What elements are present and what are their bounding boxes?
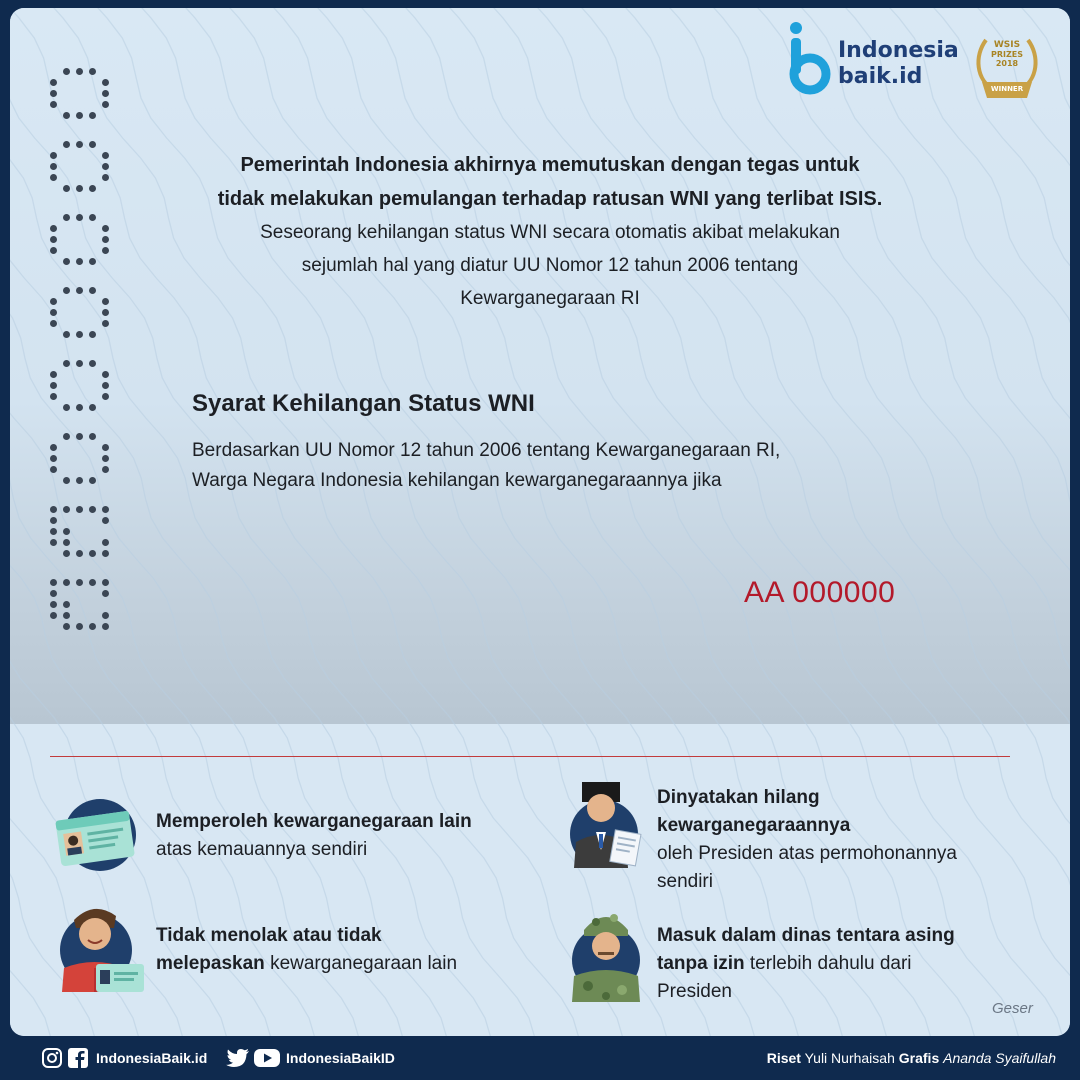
perforation-dot <box>102 455 109 462</box>
logo-line-1: Indonesia <box>838 38 959 63</box>
perforation-dot <box>50 152 57 159</box>
perforation-dot <box>102 247 109 254</box>
dotted-perforation-column <box>50 68 114 638</box>
item-1-bold: Memperoleh kewarganegaraan lain <box>156 811 472 832</box>
item-2-rest-1: oleh Presiden atas permohonannya <box>657 843 957 864</box>
perforation-dot <box>76 506 83 513</box>
perforation-dot <box>63 214 70 221</box>
soldier-icon <box>566 904 646 1004</box>
perforation-dot <box>76 433 83 440</box>
perforation-dot <box>102 101 109 108</box>
perforation-dot <box>76 68 83 75</box>
perforation-dot <box>89 185 96 192</box>
perforation-dot <box>50 528 57 535</box>
section-body-line-2: Warga Negara Indonesia kehilangan kewarganegaraannya jika <box>192 470 722 491</box>
perforation-dot <box>102 90 109 97</box>
perforation-dot <box>50 612 57 619</box>
perforation-dot <box>50 101 57 108</box>
riset-label: Riset <box>766 1050 801 1066</box>
perforation-dot <box>102 466 109 473</box>
grafis-label: Grafis <box>898 1050 940 1066</box>
perforation-dot <box>50 601 57 608</box>
perforation-dot <box>89 68 96 75</box>
perforation-dot <box>102 79 109 86</box>
id-card-icon <box>52 798 142 878</box>
perforation-dot <box>102 579 109 586</box>
perforation-dot <box>63 112 70 119</box>
perforation-dot <box>63 579 70 586</box>
official-icon <box>566 780 646 872</box>
list-item <box>156 808 536 864</box>
perforation-dot <box>89 477 96 484</box>
item-2-bold-2: kewarganegaraannya <box>657 815 851 836</box>
perforation-dot <box>76 477 83 484</box>
perforation-dot <box>63 623 70 630</box>
item-3-rest-2: kewarganegaraan lain <box>264 953 458 974</box>
perforation-digit <box>50 141 110 197</box>
perforation-dot <box>76 185 83 192</box>
perforation-dot <box>76 623 83 630</box>
perforation-dot <box>76 112 83 119</box>
perforation-dot <box>50 590 57 597</box>
perforation-dot <box>89 141 96 148</box>
perforation-dot <box>76 258 83 265</box>
perforation-dot <box>76 214 83 221</box>
perforation-dot <box>50 393 57 400</box>
perforation-dot <box>63 331 70 338</box>
perforation-dot <box>50 79 57 86</box>
item-4-bold-2: tanpa izin <box>657 953 745 974</box>
perforation-digit <box>50 360 110 416</box>
intro-bold-line-1: Pemerintah Indonesia akhirnya memutuskan dengan tegas untuk <box>240 154 860 176</box>
perforation-dot <box>102 320 109 327</box>
perforation-digit <box>50 214 110 270</box>
perforation-digit <box>50 579 110 635</box>
perforation-dot <box>50 506 57 513</box>
item-2-bold-1: Dinyatakan hilang <box>657 787 820 808</box>
intro-paragraph <box>150 148 950 315</box>
perforation-dot <box>76 579 83 586</box>
person-id-icon <box>56 898 148 994</box>
perforation-dot <box>50 517 57 524</box>
perforation-dot <box>76 287 83 294</box>
item-4-rest-3: Presiden <box>657 981 732 1002</box>
perforation-dot <box>89 112 96 119</box>
perforation-dot <box>50 382 57 389</box>
perforation-dot <box>50 236 57 243</box>
intro-line-4: sejumlah hal yang diatur UU Nomor 12 tahun 2006 tentang <box>301 255 799 276</box>
perforation-dot <box>89 433 96 440</box>
perforation-dot <box>102 174 109 181</box>
perforation-dot <box>76 331 83 338</box>
award-text-1: WSIS <box>993 40 1021 50</box>
perforation-dot <box>63 258 70 265</box>
perforation-dot <box>50 371 57 378</box>
perforation-dot <box>63 433 70 440</box>
award-text-2: PRIZES <box>990 50 1024 59</box>
perforation-dot <box>102 309 109 316</box>
youtube-icon[interactable] <box>254 1048 280 1068</box>
perforation-dot <box>50 444 57 451</box>
perforation-dot <box>63 528 70 535</box>
perforation-dot <box>50 225 57 232</box>
perforation-dot <box>102 612 109 619</box>
perforation-dot <box>102 550 109 557</box>
instagram-icon[interactable] <box>42 1048 62 1068</box>
perforation-dot <box>89 550 96 557</box>
perforation-dot <box>50 163 57 170</box>
perforation-dot <box>102 444 109 451</box>
perforation-dot <box>102 393 109 400</box>
award-text-3: 2018 <box>995 59 1019 68</box>
perforation-dot <box>89 623 96 630</box>
perforation-digit <box>50 287 110 343</box>
perforation-dot <box>89 258 96 265</box>
item-4-bold-1: Masuk dalam dinas tentara asing <box>657 925 955 946</box>
award-text-4: WINNER <box>990 85 1024 93</box>
perforation-dot <box>63 612 70 619</box>
perforation-dot <box>63 506 70 513</box>
list-item <box>657 784 1037 896</box>
perforation-dot <box>76 550 83 557</box>
indonesiabaik-logo <box>786 18 976 96</box>
perforation-dot <box>89 214 96 221</box>
section-body <box>192 436 892 496</box>
perforation-dot <box>63 287 70 294</box>
indonesiabaik-logo-mark <box>786 18 836 96</box>
section-title: Syarat Kehilangan Status WNI <box>192 390 535 417</box>
section-divider <box>50 756 1010 757</box>
perforation-dot <box>50 320 57 327</box>
perforation-digit <box>50 433 110 489</box>
grafis-name: Ananda Syaifullah <box>943 1050 1056 1066</box>
list-item <box>156 922 536 978</box>
perforation-dot <box>63 477 70 484</box>
perforation-dot <box>50 174 57 181</box>
perforation-dot <box>63 539 70 546</box>
item-3-bold-2: melepaskan <box>156 953 265 974</box>
perforation-dot <box>102 539 109 546</box>
perforation-dot <box>102 517 109 524</box>
perforation-dot <box>102 152 109 159</box>
item-2-rest-2: sendiri <box>657 871 713 892</box>
perforation-dot <box>50 539 57 546</box>
wsis-award-badge <box>972 32 1042 106</box>
perforation-dot <box>50 247 57 254</box>
intro-line-3: Seseorang kehilangan status WNI secara otomatis akibat melakukan <box>260 222 840 243</box>
footer-credits <box>767 1050 1056 1066</box>
perforation-dot <box>102 236 109 243</box>
perforation-dot <box>50 90 57 97</box>
swipe-hint: Geser <box>992 1000 1033 1017</box>
perforation-dot <box>63 601 70 608</box>
wave-line <box>10 8 51 1036</box>
intro-bold-line-2: tidak melakukan pemulangan terhadap ratusan WNI yang terlibat ISIS. <box>217 188 883 210</box>
perforation-dot <box>50 298 57 305</box>
item-3-bold-1: Tidak menolak atau tidak <box>156 925 382 946</box>
twitter-icon[interactable] <box>226 1048 250 1068</box>
perforation-dot <box>89 506 96 513</box>
footer-handle-social[interactable]: IndonesiaBaikID <box>286 1050 395 1066</box>
riset-name: Yuli Nurhaisah <box>804 1050 895 1066</box>
perforation-dot <box>102 371 109 378</box>
perforation-dot <box>89 404 96 411</box>
perforation-dot <box>50 466 57 473</box>
logo-line-2: baik.id <box>838 64 923 89</box>
item-4-rest-2: terlebih dahulu dari <box>744 953 912 974</box>
perforation-dot <box>102 225 109 232</box>
facebook-icon[interactable] <box>68 1048 88 1068</box>
perforation-dot <box>50 579 57 586</box>
perforation-dot <box>76 404 83 411</box>
perforation-dot <box>63 141 70 148</box>
perforation-dot <box>63 550 70 557</box>
perforation-dot <box>102 163 109 170</box>
perforation-dot <box>102 590 109 597</box>
perforation-dot <box>89 360 96 367</box>
perforation-digit <box>50 68 110 124</box>
footer <box>0 1038 1080 1080</box>
footer-handle-website[interactable]: IndonesiaBaik.id <box>96 1050 208 1066</box>
perforation-dot <box>102 382 109 389</box>
perforation-dot <box>89 287 96 294</box>
perforation-digit <box>50 506 110 562</box>
passport-serial-number: AA 000000 <box>744 576 896 609</box>
perforation-dot <box>102 298 109 305</box>
perforation-dot <box>76 141 83 148</box>
perforation-dot <box>63 404 70 411</box>
perforation-dot <box>50 455 57 462</box>
perforation-dot <box>50 309 57 316</box>
intro-line-5: Kewarganegaraan RI <box>460 288 640 309</box>
perforation-dot <box>102 506 109 513</box>
section-body-line-1: Berdasarkan UU Nomor 12 tahun 2006 tentang Kewarganegaraan RI, <box>192 440 781 461</box>
list-item <box>657 922 1037 1006</box>
item-1-rest: atas kemauannya sendiri <box>156 839 368 860</box>
perforation-dot <box>89 579 96 586</box>
perforation-dot <box>63 360 70 367</box>
perforation-dot <box>76 360 83 367</box>
perforation-dot <box>102 623 109 630</box>
perforation-dot <box>63 68 70 75</box>
perforation-dot <box>63 185 70 192</box>
perforation-dot <box>89 331 96 338</box>
